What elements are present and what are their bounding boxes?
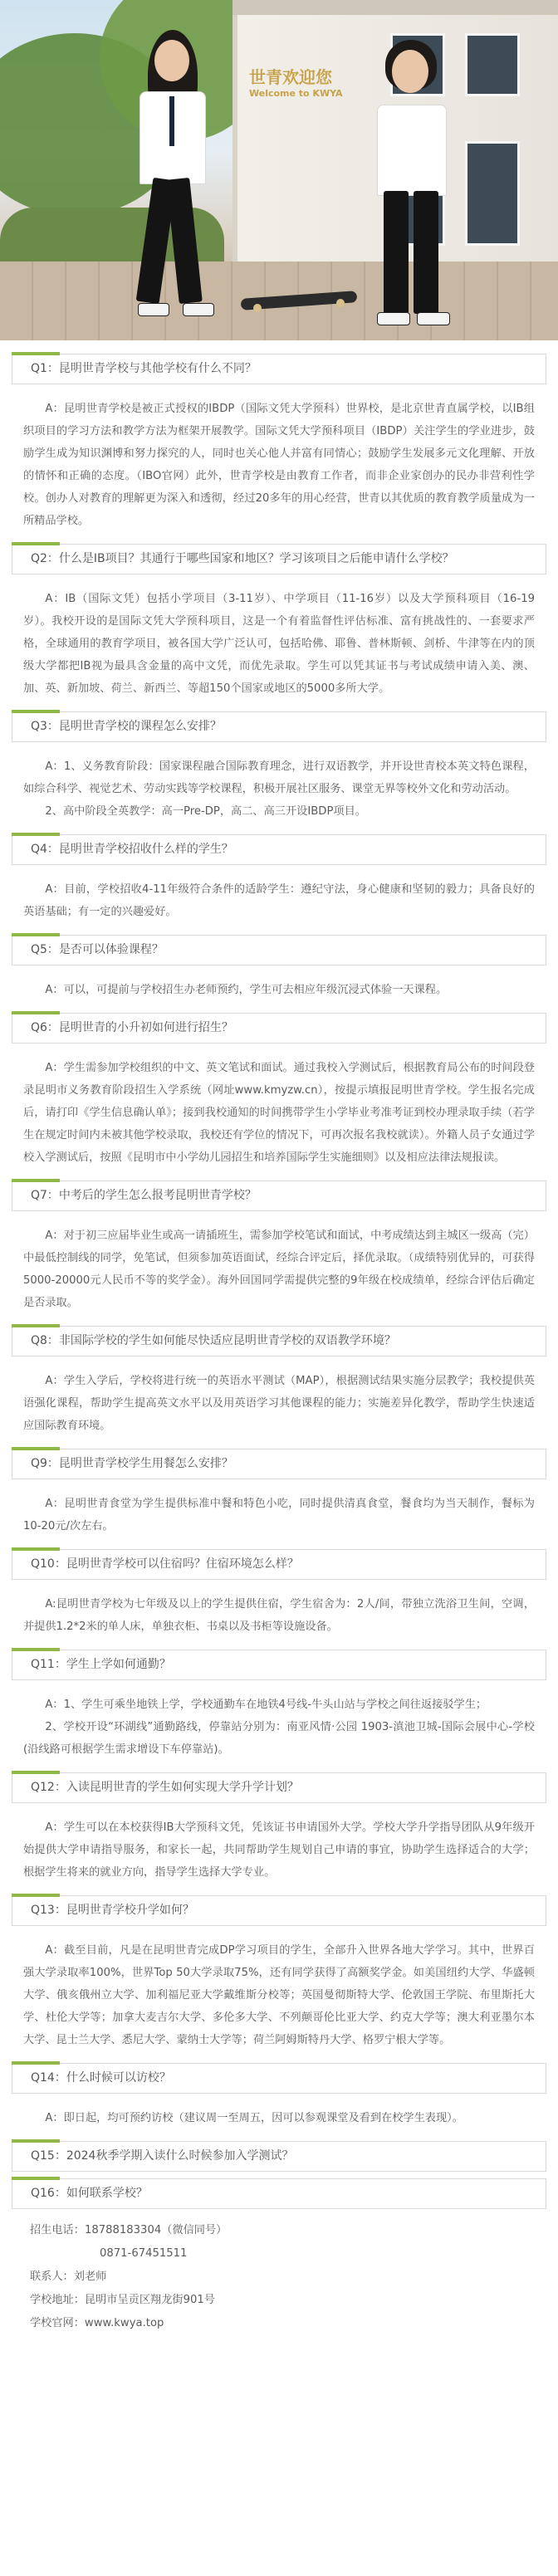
question-text: Q16：如何联系学校？: [31, 2187, 148, 2200]
faq-question: [12, 1650, 546, 1680]
student-skateboarding: [125, 25, 216, 324]
faq-question: [12, 2063, 546, 2094]
question-text: Q13：昆明世青学校升学如何？: [31, 1904, 194, 1917]
faq-question: [12, 1326, 546, 1356]
phone-row: [30, 2219, 558, 2242]
answer-paragraph: A：即日起，均可预约访校（建议周一至周五，因可以参观课堂及看到在校学生表现）。: [45, 2112, 463, 2124]
faq-question: [12, 1180, 546, 1211]
answer-paragraph: A：学生需参加学校组织的中文、英文笔试和面试。通过我校入学测试后，根据教育局公布的时间段登录昆明市义务教育阶段招生入学系统（网址www.kmyzw.cn），按提示填报昆明世青学校。学生报名完成后，请打印《学生信息确认单》；接到我校通知的时间携带学生小学毕业考准考证到校办理录取手续（若学生在规定时间内未被其他学校录取，我校还有学位的情况下，可再次报名我校就读）。外籍人员子女通过学校入学测试后，按照《昆明市中小学幼儿园招生和培养国际学生实施细则》以及相应法律法规报读。: [23, 1062, 535, 1164]
faq-answer: [18, 1479, 540, 1549]
phone-label: 招生电话：: [30, 2224, 85, 2236]
question-text: Q6：昆明世青的小升初如何进行招生？: [31, 1021, 233, 1034]
faq-question: [12, 935, 546, 965]
answer-paragraph: A：截至目前，凡是在昆明世青完成DP学习项目的学生，全部升入世界各地大学学习。其中，世界百强大学录取率100%，世界Top 50大学录取75%，还有同学获得了高额奖学金。如美国纽约大学、华盛顿大学、俄亥俄州立大学、加利福尼亚大学戴维斯分校等；英国曼彻斯特大学、伦敦国王学院、布里斯托大学、杜伦大学等；加拿大麦吉尔大学、多伦多大学、不列颠哥伦比亚大学、约克大学等；澳大利亚墨尔本大学、昆士兰大学、悉尼大学、蒙纳士大学等；荷兰阿姆斯特丹大学、格罗宁根大学等。: [23, 1944, 535, 2046]
question-text: Q2：什么是IB项目？其通行于哪些国家和地区？学习该项目之后能申请什么学校？: [31, 552, 454, 565]
faq-question: [12, 1772, 546, 1803]
answer-paragraph: A：学生可以在本校获得IB大学预科文凭，凭该证书申请国外大学。学校大学升学指导团队从9年级开始提供大学申请指导服务，和家长一起，共同帮助学生规划自己申请的事宜，协助学生选择适合的大学；根据学生将来的就业方向，指导学生选择大学专业。: [23, 1821, 535, 1879]
answer-paragraph: A:昆明世青学校为七年级及以上的学生提供住宿，学生宿舍为：2人/间，带独立洗浴卫生间，空调，并提供1.2*2米的单人床，单独衣柜、书桌以及书柜等设施设备。: [23, 1598, 535, 1633]
faq-answer: [18, 742, 540, 834]
contact-info: [30, 2219, 558, 2335]
faq-answer: [18, 1926, 540, 2063]
faq-question: [12, 354, 546, 384]
answer-paragraph: A：对于初三应届毕业生或高一请插班生，需参加学校笔试和面试，中考成绩达到主城区一级高（完）中最低控制线的同学，免笔试，但须参加英语面试，经综合评定后，择优录取。（成绩特别优异的，可获得5000-20000元人民币不等的奖学金）。海外回国同学需提供完整的9年级在校成绩单，经综合评估后确定是否录取。: [23, 1229, 535, 1309]
answer-paragraph: 2、高中阶段全英教学：高一Pre-DP，高二、高三开设IBDP项目。: [45, 805, 366, 818]
faq-answer: [18, 1803, 540, 1895]
phone-number-secondary[interactable]: 0871-67451511: [100, 2247, 188, 2260]
answer-paragraph: A：IB（国际文凭）包括小学项目（3-11岁）、中学项目（11-16岁）以及大学预科项目（16-19岁）。我校开设的是国际文凭大学预科项目，这是一个有着监督性评估标准、富有挑战性的、一套要求严格，全球通用的教育学项目，被各国大学广泛认可，包括哈佛、耶鲁、普林斯顿、剑桥、牛津等在内的顶级大学都把IB视为最具含金量的高中文凭，而优先录取。学生可以凭其证书与考试成绩申请入美、澳、加、英、新加坡、荷兰、新西兰、等超150个国家或地区的5000多所大学。: [23, 593, 535, 695]
answer-paragraph: A：1、学生可乘坐地铁上学，学校通勤车在地铁4号线-牛头山站与学校之间往返接驳学生；: [45, 1699, 487, 1711]
answer-paragraph: A：昆明世青学校是被正式授权的IBDP（国际文凭大学预科）世界校，是北京世青直属学校，以IB组织项目的学习方法和教学方法为框架开展教学。国际文凭大学预科项目（IBDP）关注学生的学业进步，鼓励学生成为知识渊博和努力探究的人，同时也关心他人并富有同情心；鼓励学生发展多元文化理解、开放的情怀和正确的态度。（IBO官网）此外，世青学校是由教育工作者，而非企业家创办的民办非营利性学校。创办人对教育的理解更为深入和透彻，经过20多年的用心经营，世青以其优质的教育教学质量成为一所精品学校。: [23, 403, 535, 527]
faq-answer: [18, 384, 540, 544]
school-welcome-sign: [249, 66, 374, 166]
student-with-phone: [365, 33, 457, 332]
question-text: Q3：昆明世青学校的课程怎么安排？: [31, 720, 222, 733]
faq-question: [12, 544, 546, 574]
question-text: Q8：非国际学校的学生如何能尽快适应昆明世青学校的双语教学环境？: [31, 1334, 396, 1347]
answer-paragraph: A：学生入学后，学校将进行统一的英语水平测试（MAP），根据测试结果实施分层教学；我校提供英语强化课程，帮助学生提高英文水平以及用英语学习其他课程的能力；实施差异化教学，帮助学生快速适应国际教育环境。: [23, 1375, 535, 1432]
sign-english-text: Welcome to KWYA: [249, 88, 343, 99]
question-text: Q12：入读昆明世青的学生如何实现大学升学计划？: [31, 1781, 299, 1794]
faq-answer: [18, 1680, 540, 1772]
faq-answer: [18, 1211, 540, 1326]
faq-question: [12, 1895, 546, 1926]
school-address: 学校地址：昆明市呈贡区翔龙街901号: [30, 2294, 215, 2306]
answer-paragraph: A：目前，学校招收4-11年级符合条件的适龄学生：遵纪守法，身心健康和坚韧的毅力；具备良好的英语基础；有一定的兴趣爱好。: [23, 883, 535, 918]
question-text: Q10：昆明世青学校可以住宿吗？住宿环境怎么样？: [31, 1557, 299, 1571]
question-text: Q1：昆明世青学校与其他学校有什么不同？: [31, 362, 257, 375]
faq-question: [12, 1013, 546, 1044]
question-text: Q5：是否可以体验课程？: [31, 943, 164, 956]
sign-chinese-text: 世青欢迎您: [249, 67, 332, 87]
faq-question: [12, 2178, 546, 2209]
answer-paragraph: 2、学校开设“环湖线”通勤路线，停靠站分别为：南亚风情·公园 1903-滇池卫城-国际会展中心-学校(沿线路可根据学生需求增设下车停靠站)。: [23, 1721, 535, 1756]
faq-answer: [18, 865, 540, 935]
faq-answer: [18, 574, 540, 711]
answer-paragraph: A：1、义务教育阶段：国家课程融合国际教育理念，进行双语教学，并开设世青校本英文特色课程，如综合科学、视觉艺术、劳动实践等学校课程，积极开展社区服务、课堂无界等校外文化和劳动活动。: [23, 760, 535, 795]
phone-number-primary[interactable]: 18788183304（微信同号）: [84, 2224, 228, 2236]
faq-list: [0, 354, 558, 2335]
question-text: Q11：学生上学如何通勤？: [31, 1658, 171, 1671]
question-text: Q4：昆明世青学校招收什么样的学生？: [31, 843, 233, 856]
faq-question: [12, 711, 546, 742]
question-text: Q7：中考后的学生怎么报考昆明世青学校？: [31, 1189, 257, 1202]
answer-paragraph: A：可以，可提前与学校招生办老师预约，学生可去相应年级沉浸式体验一天课程。: [45, 984, 448, 996]
hero-photo: [0, 0, 558, 340]
faq-answer: [18, 1044, 540, 1180]
contact-person: 联系人：刘老师: [30, 2270, 107, 2283]
question-text: Q14：什么时候可以访校？: [31, 2071, 171, 2085]
question-text: Q9：昆明世青学校学生用餐怎么安排？: [31, 1457, 233, 1470]
faq-question: [12, 1549, 546, 1580]
faq-answer: [18, 1356, 540, 1449]
school-website[interactable]: 学校官网：www.kwya.top: [30, 2317, 164, 2329]
answer-paragraph: A：昆明世青食堂为学生提供标准中餐和特色小吃，同时提供清真食堂，餐食均为当天制作，餐标为10-20元/次左右。: [23, 1498, 535, 1532]
faq-answer: [18, 965, 540, 1013]
faq-question: [12, 834, 546, 865]
question-text: Q15：2024秋季学期入读什么时候参加入学测试？: [31, 2149, 294, 2163]
faq-question: [12, 2141, 546, 2172]
faq-question: [12, 1449, 546, 1479]
faq-answer: [18, 1580, 540, 1650]
faq-answer: [18, 2094, 540, 2141]
